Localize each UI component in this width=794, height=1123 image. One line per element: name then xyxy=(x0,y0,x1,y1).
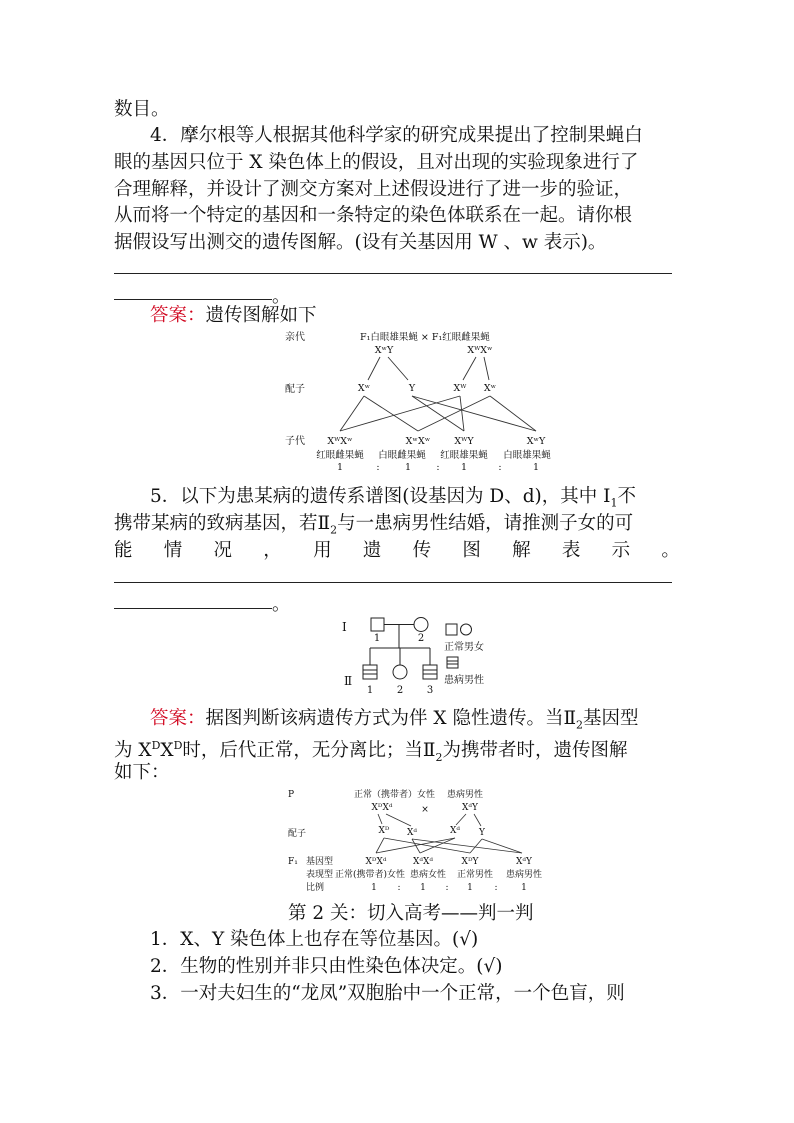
answer-5-line-3: 如下： xyxy=(114,762,170,783)
parent-to-gamete-lines xyxy=(368,357,489,380)
gamete-1: Xʷ xyxy=(357,383,371,394)
label-F1: F₁ xyxy=(288,857,298,867)
row-phenotype-label: 表现型 xyxy=(306,870,334,880)
legend-normal-label: 正常男女 xyxy=(444,642,484,653)
char: 遗 xyxy=(362,540,382,561)
ratio-sep: : xyxy=(436,462,440,473)
offspring-phenotype-4: 白眼雄果蝇 xyxy=(503,450,551,461)
judge-item-1: 1．X、Y 染色体上也存在等位基因。(√) xyxy=(150,929,479,950)
parent-to-gamete-lines xyxy=(378,814,481,826)
char: 能 xyxy=(114,540,133,561)
gamete-3: Xᵈ xyxy=(449,826,461,836)
answer-4 xyxy=(150,303,317,329)
text: 携带某病的致病基因，若Ⅱ xyxy=(114,513,331,534)
legend-affected-male xyxy=(447,657,458,668)
II3-number: 3 xyxy=(426,685,434,696)
ratio-value: 1 xyxy=(420,883,426,893)
generation-I-label: Ⅰ xyxy=(342,620,347,634)
ratio-sep: : xyxy=(498,462,502,473)
offspring-genotype-3: XᵂY xyxy=(454,436,474,447)
question-5-line-3 xyxy=(114,538,680,564)
section-heading: 第 2 关：切入高考——判一判 xyxy=(288,903,534,924)
legend-affected-label: 患病男性 xyxy=(444,675,484,686)
offspring-genotype-2: XʷXʷ xyxy=(405,436,431,447)
generation-II-label: Ⅱ xyxy=(344,674,353,688)
p-female-label: 正常（携带者）女性 xyxy=(354,790,436,800)
char: 。 xyxy=(661,540,680,561)
answer-label: 答案： xyxy=(150,305,206,326)
question-4-line-2: 眼的基因只位于 X 染色体上的假设，且对出现的实验现象进行了 xyxy=(114,152,639,173)
label-P: P xyxy=(288,790,295,800)
gamete-4: Xʷ xyxy=(483,383,497,394)
char: 图 xyxy=(462,540,481,561)
cross-sign: × xyxy=(421,805,429,815)
ratio-value: 1 xyxy=(460,462,468,473)
superscript: D xyxy=(151,739,161,752)
legend-normal-female xyxy=(461,624,472,635)
female-II2 xyxy=(393,665,407,679)
offspring-phenotype-1: 红眼雌果蝇 xyxy=(316,450,364,461)
gamete-to-offspring-lines xyxy=(340,396,536,431)
text: 不 xyxy=(617,486,636,507)
gamete-1: Xᴰ xyxy=(378,826,390,836)
ratio-sep: : xyxy=(376,462,380,473)
answer-blank-line xyxy=(114,273,672,274)
subscript: 2 xyxy=(576,718,584,732)
answer-text: 遗传图解如下 xyxy=(205,305,317,326)
ratio-value: 1 xyxy=(371,883,377,893)
f1-genotype-3: XᴰY xyxy=(461,857,479,867)
affected-male-II3 xyxy=(423,665,437,679)
II1-number: 1 xyxy=(366,685,374,696)
affected-male-II1 xyxy=(363,665,377,679)
f1-genotype-1: XᴰXᵈ xyxy=(365,857,387,867)
period-mark: 。 xyxy=(272,286,290,307)
cross-diagram-2 xyxy=(284,786,554,898)
f1-phenotype-4: 患病男性 xyxy=(505,870,543,880)
I1-number: 1 xyxy=(373,633,381,644)
answer-blank-line xyxy=(114,582,672,583)
text: 据图判断该病遗传方式为伴 X 隐性遗传。当Ⅱ xyxy=(205,708,577,729)
question-4-line-3: 合理解释，并设计了测交方案对上述假设进行了进一步的验证， xyxy=(114,179,633,200)
gamete-4: Y xyxy=(479,828,485,838)
f1-genotype-2: XᵈXᵈ xyxy=(412,857,434,867)
text: 基因型 xyxy=(583,708,639,729)
ratio-value: 1 xyxy=(521,883,527,893)
female-I2 xyxy=(414,618,428,632)
question-4-line-4: 从而将一个特定的基因和一条特定的染色体联系在一起。请你根 xyxy=(114,205,633,226)
f1-genotype-4: XᵈY xyxy=(516,857,532,867)
gamete-2: Xᵈ xyxy=(406,828,418,838)
text: 为 X xyxy=(114,740,152,762)
text: 5．以下为患某病的遗传系谱图(设基因为 D、d)，其中 Ⅰ xyxy=(150,486,611,507)
char: 用 xyxy=(313,540,332,561)
offspring-genotype-4: XʷY xyxy=(526,436,546,447)
period-mark: 。 xyxy=(272,594,290,615)
f1-phenotype-2: 患病女性 xyxy=(409,870,447,880)
ratio-value: 1 xyxy=(336,462,344,473)
judge-item-2: 2．生物的性别并非只由性染色体决定。(√) xyxy=(150,956,503,977)
ratio-value: 1 xyxy=(404,462,412,473)
pedigree-chart xyxy=(336,610,511,705)
char: 传 xyxy=(412,540,432,561)
text-line: 数目。 xyxy=(114,99,170,120)
char: 解 xyxy=(512,540,531,561)
ratio-value: 1 xyxy=(532,462,540,473)
female-genotype: XᵂXʷ xyxy=(467,345,493,356)
text: 为携带者时，遗传图解 xyxy=(442,740,628,762)
male-genotype: XʷY xyxy=(374,345,394,356)
gamete-3: Xᵂ xyxy=(453,383,467,394)
label-gamete: 配子 xyxy=(288,829,307,839)
offspring-genotype-1: XᵂXʷ xyxy=(327,436,353,447)
f1-phenotype-1: 正常(携带者)女性 xyxy=(334,870,406,880)
question-4-line-5: 据假设写出测交的遗传图解。(设有关基因用 W 、w 表示)。 xyxy=(114,232,607,253)
male-I1 xyxy=(371,618,384,631)
text: 时，后代正常，无分离比；当Ⅱ xyxy=(182,740,436,762)
answer-blank-line xyxy=(114,299,272,300)
cross-diagram-1 xyxy=(280,328,560,473)
ratio-value: 1 xyxy=(467,883,473,893)
f1-phenotype-3: 正常男性 xyxy=(456,870,494,880)
char: ， xyxy=(263,540,282,561)
II2-number: 2 xyxy=(396,685,404,696)
question-4-line-1: 4．摩尔根等人根据其他科学家的研究成果提出了控制果蝇白 xyxy=(150,125,643,146)
row-ratio-label: 比例 xyxy=(306,883,325,893)
ratio-sep: : xyxy=(397,883,401,893)
legend-normal-male xyxy=(446,624,457,635)
judge-item-3: 3．一对夫妇生的“龙凤”双胞胎中一个正常，一个色盲，则 xyxy=(150,983,625,1004)
char: 示 xyxy=(611,540,631,561)
row-genotype-label: 基因型 xyxy=(306,857,334,867)
p-male-label: 患病男性 xyxy=(447,790,484,800)
offspring-phenotype-2: 白眼雌果蝇 xyxy=(378,450,426,461)
offspring-phenotype-3: 红眼雄果蝇 xyxy=(440,450,488,461)
char: 况 xyxy=(213,540,233,561)
label-gamete: 配子 xyxy=(285,384,305,395)
char: 情 xyxy=(163,540,183,561)
ratio-sep: : xyxy=(494,883,498,893)
subscript: 2 xyxy=(435,750,443,764)
text: X xyxy=(160,740,174,762)
gamete-to-f1-lines xyxy=(376,838,522,853)
answer-label: 答案： xyxy=(150,708,206,729)
I2-number: 2 xyxy=(417,633,425,644)
ratio-sep: : xyxy=(445,883,449,893)
label-parental: 亲代 xyxy=(285,332,305,343)
answer-5-line-2 xyxy=(114,733,627,771)
subscript: 2 xyxy=(330,523,338,537)
answer-blank-line xyxy=(114,608,272,609)
subscript: 1 xyxy=(610,496,618,510)
gamete-2: Y xyxy=(408,383,416,394)
p-female-genotype: XᴰXᵈ xyxy=(371,803,393,813)
p-male-genotype: XᵈY xyxy=(462,803,478,813)
parent-cross-label: F₁白眼雄果蝇 × F₁红眼雌果蝇 xyxy=(360,332,490,343)
char: 表 xyxy=(561,540,581,561)
label-offspring: 子代 xyxy=(285,436,305,447)
superscript: D xyxy=(173,739,183,752)
text: 与一患病男性结婚，请推测子女的可 xyxy=(337,513,634,534)
